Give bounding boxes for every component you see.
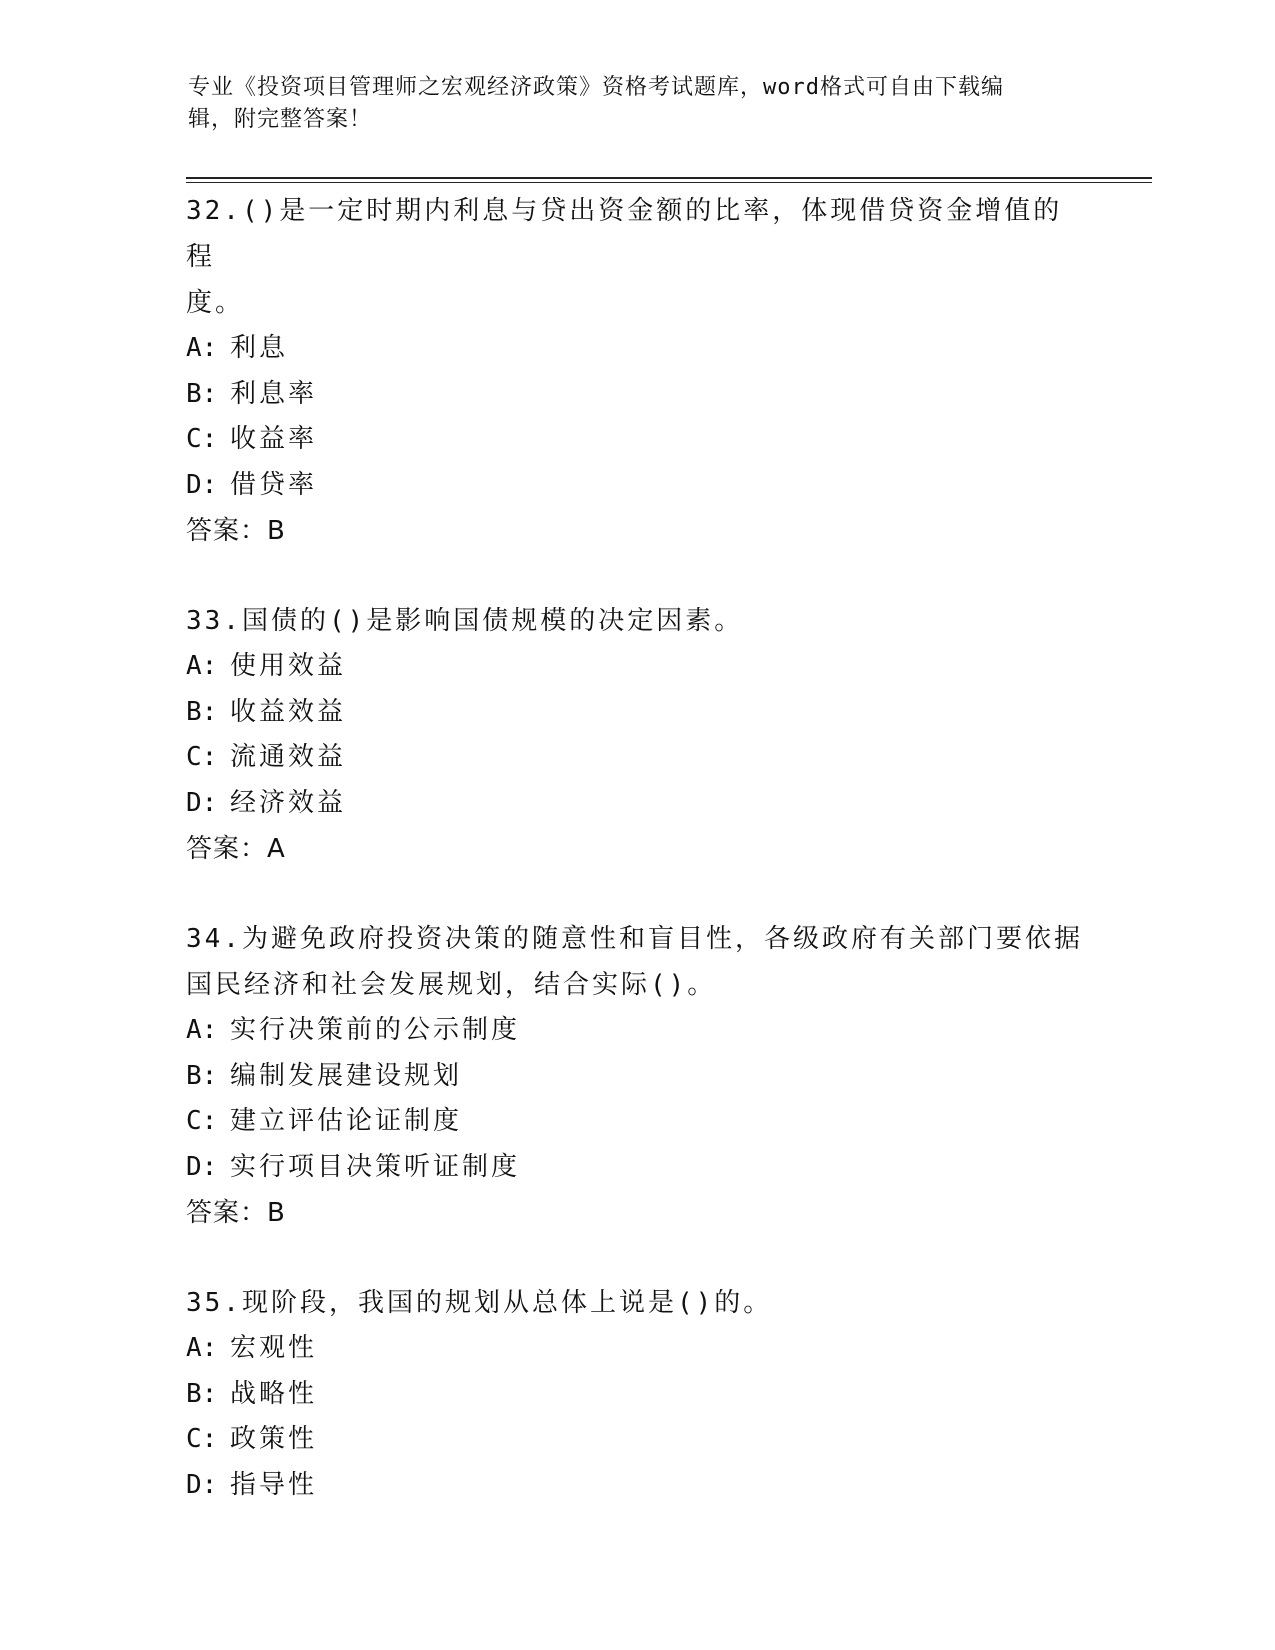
question-stem-line-1: 32.()是一定时期内利息与贷出资金额的比率，体现借贷资金增值的程 [186, 196, 1063, 272]
header-divider-thin [186, 182, 1152, 183]
option-key: C: [186, 1424, 218, 1454]
option-text: 使用效益 [230, 651, 347, 681]
question-32 [186, 188, 1086, 554]
option-text: 收益效益 [230, 696, 347, 727]
option-b [186, 372, 1086, 418]
question-stem [186, 188, 1086, 326]
option-text: 收益率 [230, 424, 318, 454]
question-stem [186, 1280, 1086, 1326]
question-stem-line-1: 35.现阶段，我国的规划从总体上说是()的。 [186, 1288, 773, 1318]
question-34 [186, 916, 1086, 1236]
option-key: B: [186, 1060, 218, 1091]
option-b [186, 1054, 1086, 1100]
option-text: 指导性 [230, 1469, 318, 1500]
option-key: A: [186, 1015, 218, 1045]
option-key: A: [186, 1333, 218, 1363]
option-key: B: [186, 696, 218, 727]
option-text: 战略性 [230, 1378, 318, 1409]
option-text: 经济效益 [230, 787, 347, 818]
answer-label: 答案：A [186, 834, 286, 864]
question-list [186, 188, 1086, 1508]
option-key: D: [186, 469, 218, 500]
question-stem [186, 598, 1086, 644]
option-d [186, 1145, 1086, 1191]
option-c [186, 1417, 1086, 1463]
option-d [186, 781, 1086, 827]
option-text: 建立评估论证制度 [230, 1106, 463, 1136]
option-key: D: [186, 787, 218, 818]
option-key: D: [186, 1151, 218, 1182]
option-text: 实行决策前的公示制度 [230, 1015, 521, 1045]
option-c [186, 417, 1086, 463]
question-35 [186, 1280, 1086, 1508]
option-text: 实行项目决策听证制度 [230, 1151, 521, 1182]
option-key: A: [186, 651, 218, 681]
option-c [186, 735, 1086, 781]
option-c [186, 1099, 1086, 1145]
option-key: C: [186, 424, 218, 454]
option-key: C: [186, 1106, 218, 1136]
option-text: 借贷率 [230, 469, 318, 500]
header-line-2: 辑，附完整答案！ [188, 107, 373, 132]
question-stem-line-1: 34.为避免政府投资决策的随意性和盲目性，各级政府有关部门要依据 [186, 924, 1083, 954]
question-stem-line-2: 国民经济和社会发展规划，结合实际()。 [186, 970, 717, 1000]
option-a [186, 1326, 1086, 1372]
option-text: 政策性 [230, 1424, 318, 1454]
question-stem-line-1: 33.国债的()是影响国债规模的决定因素。 [186, 606, 744, 636]
option-key: B: [186, 1378, 218, 1409]
answer-label: 答案：B [186, 516, 286, 546]
option-key: A: [186, 333, 218, 363]
option-a [186, 1008, 1086, 1054]
question-stem [186, 916, 1086, 1008]
document-header [188, 72, 1068, 136]
header-line-1: 专业《投资项目管理师之宏观经济政策》资格考试题库，word格式可自由下载编 [188, 75, 1004, 100]
option-key: B: [186, 378, 218, 409]
option-b [186, 690, 1086, 736]
option-a [186, 326, 1086, 372]
header-divider-thick [186, 177, 1152, 179]
option-key: D: [186, 1469, 218, 1500]
answer-label: 答案：B [186, 1198, 286, 1228]
question-33 [186, 598, 1086, 872]
option-key: C: [186, 742, 218, 772]
question-stem-line-2: 度。 [186, 288, 245, 318]
option-text: 流通效益 [230, 742, 347, 772]
option-d [186, 463, 1086, 509]
option-text: 利息 [230, 333, 289, 363]
option-text: 编制发展建设规划 [230, 1060, 463, 1091]
option-b [186, 1372, 1086, 1418]
option-text: 宏观性 [230, 1333, 318, 1363]
option-text: 利息率 [230, 378, 318, 409]
option-a [186, 644, 1086, 690]
option-d [186, 1463, 1086, 1509]
